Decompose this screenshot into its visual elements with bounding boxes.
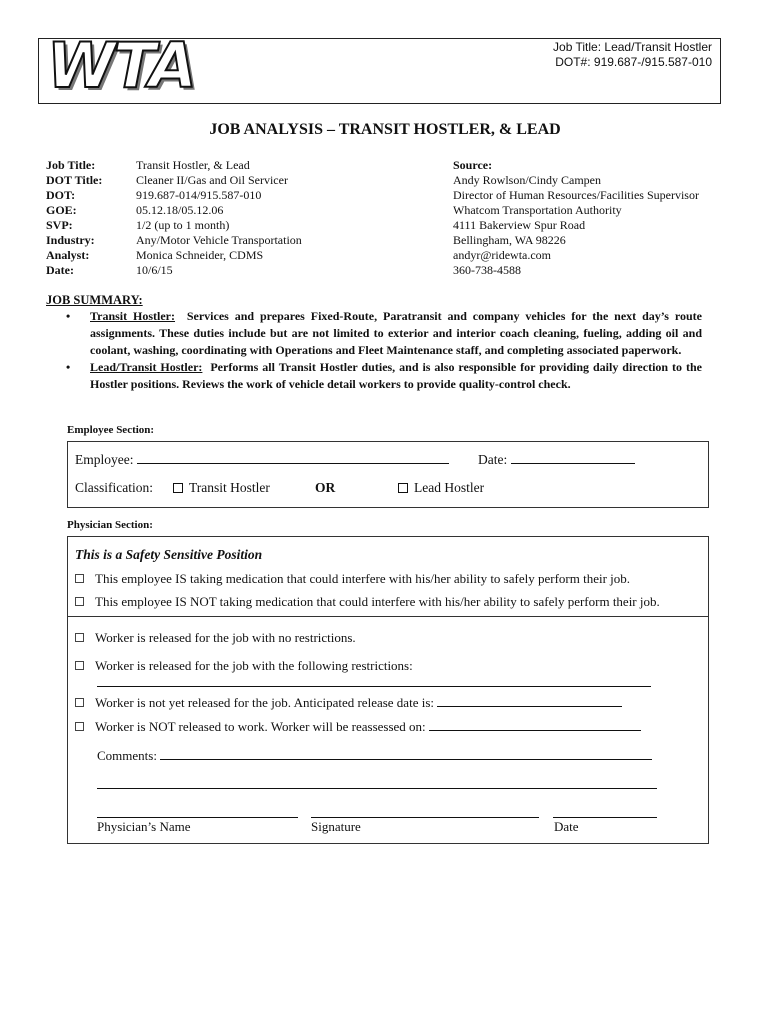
transit-hostler-label: Transit Hostler: [189, 480, 270, 495]
info-value: 10/6/15: [136, 263, 173, 277]
comments-field[interactable]: [160, 749, 652, 760]
employee-section-label: Employee Section:: [67, 424, 155, 436]
release-no-restrictions-row: [75, 630, 356, 646]
source-organization: Whatcom Transportation Authority: [453, 203, 622, 217]
lead-hostler-checkbox[interactable]: [398, 483, 408, 493]
bullet-icon: •: [66, 360, 71, 374]
physician-section-box: [67, 536, 709, 844]
document-title: JOB ANALYSIS – TRANSIT HOSTLER, & LEAD: [209, 121, 561, 138]
signature-label: Signature: [311, 819, 361, 834]
info-row-analyst: [46, 248, 302, 263]
info-value: 1/2 (up to 1 month): [136, 218, 230, 232]
medication-is-row: [75, 571, 630, 587]
job-summary-heading: JOB SUMMARY:: [46, 293, 143, 307]
info-value: Cleaner II/Gas and Oil Servicer: [136, 173, 288, 187]
info-label: GOE:: [46, 203, 77, 217]
document-header: [38, 29, 721, 104]
transit-hostler-checkbox[interactable]: [173, 483, 183, 493]
info-label: DOT Title:: [46, 173, 103, 187]
info-value: 05.12.18/05.12.06: [136, 203, 224, 217]
release-with-restrictions-text: Worker is released for the job with the following restrictions:: [95, 658, 413, 673]
employee-date-row: [478, 452, 635, 468]
summary-role: Lead/Transit Hostler:: [90, 360, 203, 374]
info-value: Monica Schneider, CDMS: [136, 248, 264, 262]
not-yet-released-checkbox[interactable]: [75, 698, 84, 707]
info-row-job-title: [46, 158, 302, 173]
summary-item-lead-hostler: [46, 359, 702, 393]
wta-logo: WTA: [47, 29, 195, 102]
info-row-industry: [46, 233, 302, 248]
info-label: Industry:: [46, 233, 95, 247]
employee-section-box: [67, 441, 709, 508]
info-value: Any/Motor Vehicle Transportation: [136, 233, 302, 247]
not-released-checkbox[interactable]: [75, 722, 84, 731]
employee-date-label: Date:: [478, 452, 508, 467]
signature-line[interactable]: [311, 817, 539, 818]
employee-name-field[interactable]: [137, 453, 449, 464]
employee-row: [75, 452, 449, 468]
source-contact-titles: Director of Human Resources/Facilities Supervisor: [453, 188, 699, 202]
comments-line-2[interactable]: [97, 788, 657, 789]
option-lead-hostler: [398, 480, 484, 496]
date-line[interactable]: [553, 817, 657, 818]
info-label: SVP:: [46, 218, 73, 232]
summary-text: Performs all Transit Hostler duties, and is also responsible for providing daily direction to the Hostler positions. Reviews the work of vehicle detail workers to provide quality-control check.: [90, 360, 703, 391]
section-divider: [68, 616, 708, 617]
source-phone: 360-738-4588: [453, 263, 521, 277]
not-released-row: [75, 719, 641, 735]
medication-not-checkbox[interactable]: [75, 597, 84, 606]
medication-is-text: This employee IS taking medication that could interfere with his/her ability to safely perform their job.: [95, 571, 631, 586]
physician-name-line[interactable]: [97, 817, 298, 818]
info-label: Analyst:: [46, 248, 90, 262]
source-info: [453, 158, 699, 278]
release-no-restrictions-checkbox[interactable]: [75, 633, 84, 642]
header-dot-number: DOT#: 919.687-/915.587-010: [555, 55, 712, 69]
reassessed-date-field[interactable]: [429, 720, 641, 731]
info-row-date: [46, 263, 302, 278]
info-label: DOT:: [46, 188, 76, 202]
option-transit-hostler: [173, 480, 270, 496]
source-contact-names: Andy Rowlson/Cindy Campen: [453, 173, 602, 187]
source-city: Bellingham, WA 98226: [453, 233, 566, 247]
employee-date-field[interactable]: [511, 453, 635, 464]
anticipated-release-date-field[interactable]: [437, 696, 622, 707]
header-job-title: Job Title: Lead/Transit Hostler: [553, 40, 712, 54]
info-label: Job Title:: [46, 158, 96, 172]
info-row-goe: [46, 203, 302, 218]
restrictions-field[interactable]: [97, 686, 651, 687]
header-job-info: [553, 40, 712, 70]
not-yet-released-text: Worker is not yet released for the job. Anticipated release date is:: [95, 695, 434, 710]
medication-not-text: This employee IS NOT taking medication that could interfere with his/her ability to safely perform their job.: [95, 594, 660, 609]
info-label: Date:: [46, 263, 74, 277]
classification-label: Classification:: [75, 480, 153, 495]
job-summary-list: [46, 308, 702, 393]
not-released-text: Worker is NOT released to work. Worker will be reassessed on:: [95, 719, 426, 734]
medication-not-row: [75, 594, 660, 610]
lead-hostler-label: Lead Hostler: [414, 480, 485, 495]
not-yet-released-row: [75, 695, 622, 711]
comments-row: [97, 748, 652, 764]
info-value: 919.687-014/915.587-010: [136, 188, 262, 202]
physician-name-label: Physician’s Name: [97, 819, 191, 834]
release-no-restrictions-text: Worker is released for the job with no restrictions.: [95, 630, 356, 645]
or-text: OR: [315, 480, 336, 495]
info-row-svp: [46, 218, 302, 233]
bullet-icon: •: [66, 309, 71, 323]
info-row-dot: [46, 188, 302, 203]
release-with-restrictions-checkbox[interactable]: [75, 661, 84, 670]
source-label: Source:: [453, 158, 493, 172]
comments-label: Comments:: [97, 748, 157, 763]
summary-item-transit-hostler: [46, 308, 702, 359]
source-email: andyr@ridewta.com: [453, 248, 552, 262]
job-info-fields: [46, 158, 302, 278]
info-row-dot-title: [46, 173, 302, 188]
physician-section-label: Physician Section:: [67, 519, 153, 531]
source-street: 4111 Bakerview Spur Road: [453, 218, 586, 232]
physician-date-label: Date: [554, 819, 579, 834]
info-value: Transit Hostler, & Lead: [136, 158, 250, 172]
safety-sensitive-title: This is a Safety Sensitive Position: [75, 547, 263, 562]
employee-label: Employee:: [75, 452, 134, 467]
release-with-restrictions-row: [75, 658, 413, 674]
summary-text: Services and prepares Fixed-Route, Paratransit and company vehicles for the next day’s route assignments. These duties include but are not limited to exterior and interior coach cleaning, fueling, adding oil and coolant, washing, coordinating with Operations and Fleet Maintenance staff, and completing associated paperwork.: [90, 309, 702, 357]
medication-is-checkbox[interactable]: [75, 574, 84, 583]
summary-role: Transit Hostler:: [90, 309, 176, 323]
classification-row: [75, 480, 153, 496]
